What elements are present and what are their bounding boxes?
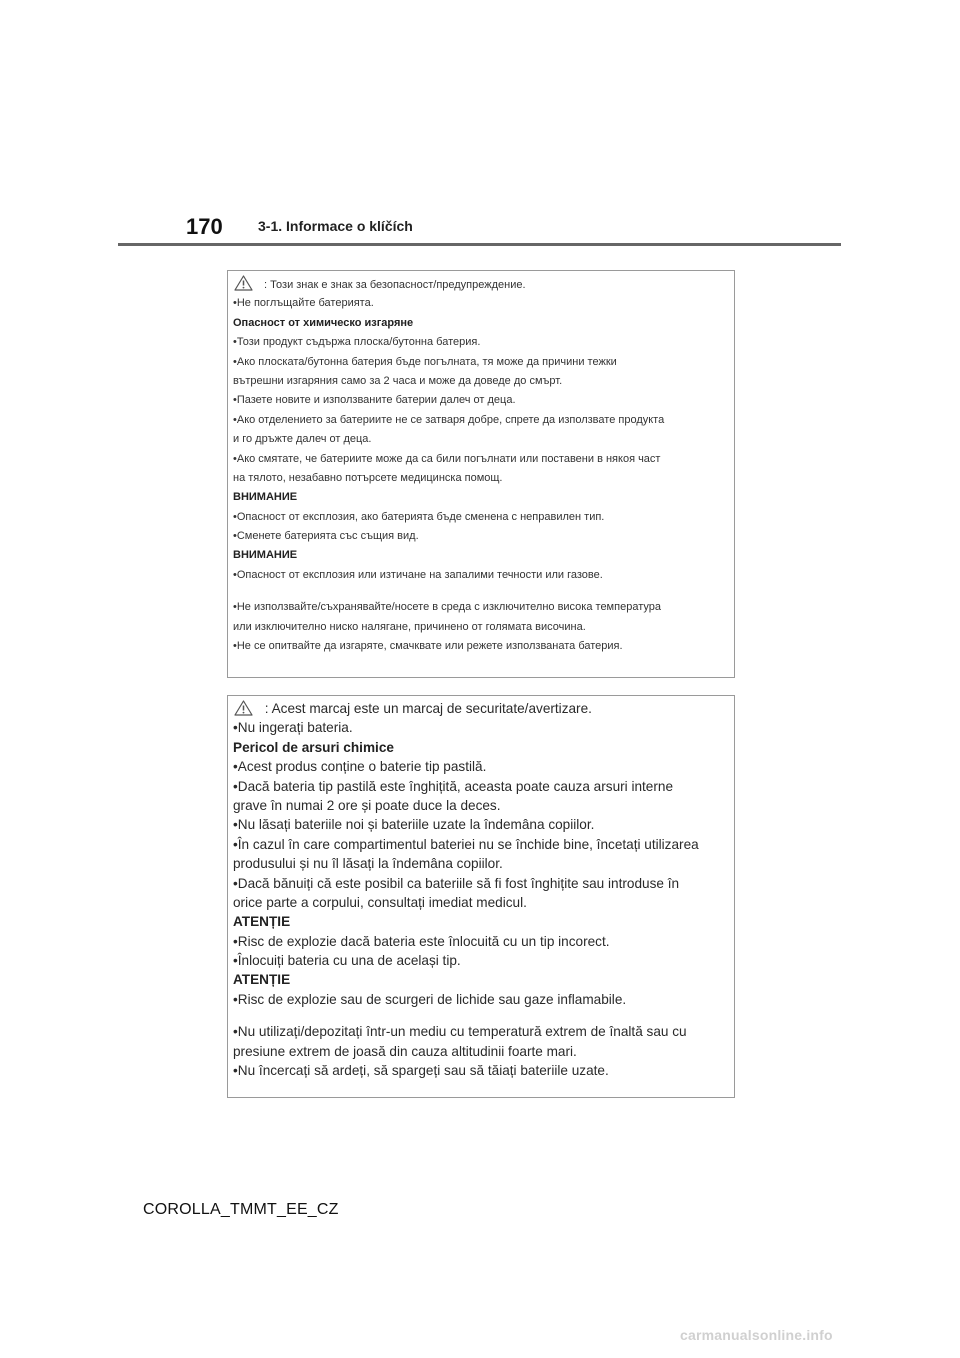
notice-heading: ВНИМАНИЕ (233, 491, 298, 504)
romanian-safety-notice (227, 695, 735, 1098)
section-title: 3-1. Informace o klíčích (258, 218, 413, 234)
site-watermark: carmanualsonline.info (680, 1327, 833, 1343)
notice-heading: Pericol de arsuri chimice (233, 739, 394, 755)
notice-line: produsului și nu îl lăsați la îndemâna copiilor. (233, 856, 503, 872)
notice-line: •Risc de explozie dacă bateria este înlocuită cu un tip incorect. (233, 933, 610, 949)
notice-line: •Опасност от експлозия, ако батерията бъде сменена с неправилен тип. (233, 510, 605, 523)
notice-line: •Ако смятате, че батериите може да са били погълнати или поставени в някоя част (233, 452, 661, 465)
notice-line: и го дръжте далеч от деца. (233, 433, 372, 446)
page-header (0, 0, 960, 250)
notice-line: •Не поглъщайте батерията. (233, 297, 374, 310)
notice-line: •În cazul în care compartimentul bateriei nu se închide bine, încetați utilizarea (233, 836, 699, 852)
notice-line: •Не използвайте/съхранявайте/носете в среда с изключително висока температура (233, 601, 661, 614)
notice-line: grave în numai 2 ore și poate duce la deces. (233, 797, 501, 813)
notice-line: •Risc de explozie sau de scurgeri de lichide sau gaze inflamabile. (233, 991, 627, 1007)
notice-heading: ATENȚIE (233, 914, 291, 930)
notice-line: •Dacă bănuiți că este posibil ca bateriile să fi fost înghițite sau introduse în (233, 875, 680, 891)
notice-line: •Dacă bateria tip pastilă este înghițită, aceasta poate cauza arsuri interne (233, 778, 674, 794)
notice-line: вътрешни изгаряния само за 2 часа и може да доведе до смърт. (233, 374, 563, 387)
notice-line: на тялото, незабавно потърсете медицинска помощ. (233, 471, 503, 484)
notice-line: •Опасност от експлозия или изтичане на запалими течности или газове. (233, 568, 603, 581)
notice-line: •Ако плоската/бутонна батерия бъде погълната, тя може да причини тежки (233, 355, 617, 368)
notice-line-text: : Acest marcaj este un marcaj de securitate/avertizare. (261, 701, 592, 716)
notice-line: •Nu utilizați/depozitați într-un mediu cu temperatură extrem de înaltă sau cu (233, 1024, 687, 1040)
notice-line: •Nu ingerați bateria. (233, 720, 353, 736)
notice-line: •Înlocuiți bateria cu una de același tip. (233, 953, 461, 969)
document-code: COROLLA_TMMT_EE_CZ (143, 1201, 339, 1218)
notice-line: •Nu încercați să ardeți, să spargeți sau să tăiați bateriile uzate. (233, 1063, 609, 1079)
notice-line: •Пазете новите и използваните батерии далеч от деца. (233, 394, 516, 407)
notice-line: orice parte a corpului, consultați imediat medicul. (233, 894, 527, 910)
notice-line: •Ако отделението за батериите не се затваря добре, спрете да използвате продукта (233, 413, 665, 426)
notice-heading: ВНИМАНИЕ (233, 549, 298, 562)
notice-line: •Не се опитвайте да изгаряте, смачквате или режете използваната батерия. (233, 640, 623, 653)
notice-line-text: : Този знак е знак за безопасност/предупреждение. (261, 279, 526, 291)
notice-line (233, 699, 728, 718)
notice-line: •Сменете батерията със същия вид. (233, 530, 419, 543)
notice-heading: Опасност от химическо изгаряне (233, 316, 414, 329)
notice-heading: ATENȚIE (233, 972, 291, 988)
header-divider (118, 243, 841, 246)
notice-line: presiune extrem de joasă din cauza altitudinii foarte mari. (233, 1043, 577, 1059)
bulgarian-safety-notice (227, 270, 735, 678)
notice-line (233, 275, 728, 294)
notice-line: •Nu lăsați bateriile noi și bateriile uzate la îndemâna copiilor. (233, 817, 595, 833)
notice-line: •Acest produs conține o baterie tip pastilă. (233, 759, 487, 775)
notice-line: или изключително ниско налягане, причинено от голямата височина. (233, 620, 586, 633)
notice-line: •Този продукт съдържа плоска/бутонна батерия. (233, 336, 481, 349)
page-number: 170 (186, 214, 223, 239)
